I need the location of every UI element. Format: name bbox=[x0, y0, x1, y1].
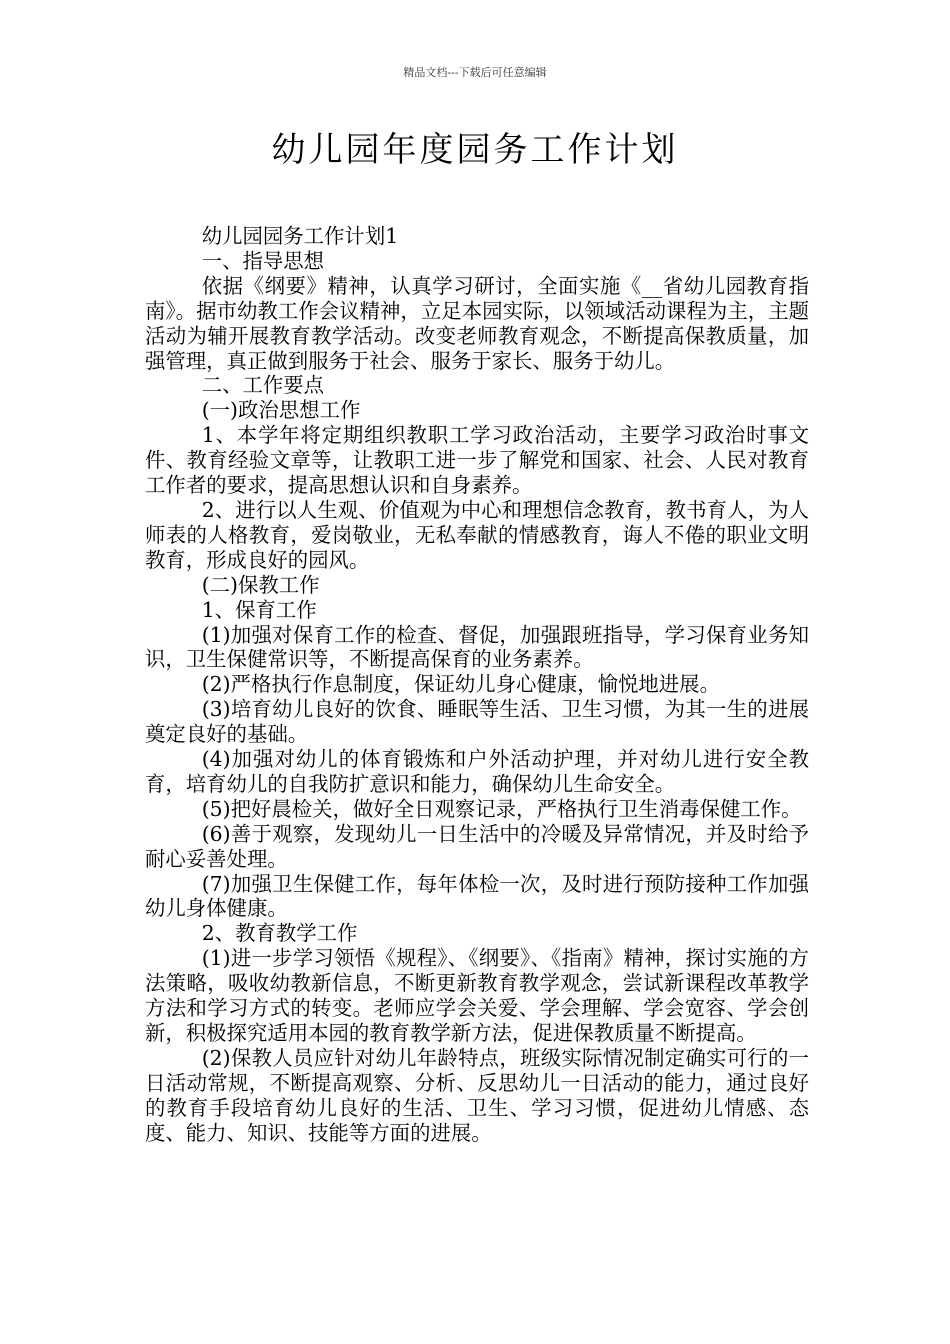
body-paragraph: (3)培育幼儿良好的饮食、睡眠等生活、卫生习惯，为其一生的进展奠定良好的基础。 bbox=[145, 697, 809, 747]
document-body bbox=[145, 224, 809, 1146]
body-paragraph: (5)把好晨检关，做好全日观察记录，严格执行卫生消毒保健工作。 bbox=[201, 796, 802, 821]
body-paragraph: 依据《纲要》精神，认真学习研讨，全面实施《__省幼儿园教育指南》。据市幼教工作会议精神，立足本园实际，以领域活动课程为主，主题活动为辅开展教育教学活动。改变老师教育观念，不断提高保教质量，加强管理，真正做到服务于社会、服务于家长、服务于幼儿。 bbox=[145, 273, 809, 373]
section-heading: 一、指导思想 bbox=[201, 248, 325, 273]
section-heading: (一)政治思想工作 bbox=[201, 398, 361, 423]
section-heading: 幼儿园园务工作计划1 bbox=[201, 224, 399, 248]
body-paragraph: 2、进行以人生观、价值观为中心和理想信念教育，教书育人，为人师表的人格教育，爱岗敬业，无私奉献的情感教育，诲人不倦的职业文明教育，形成良好的园风。 bbox=[145, 497, 809, 572]
body-paragraph: 1、本学年将定期组织教职工学习政治活动，主要学习政治时事文件、教育经验文章等，让教职工进一步了解党和国家、社会、人民对教育工作者的要求，提高思想认识和自身素养。 bbox=[145, 423, 809, 498]
body-paragraph: (4)加强对幼儿的体育锻炼和户外活动护理，并对幼儿进行安全教育，培育幼儿的自我防扩意识和能力，确保幼儿生命安全。 bbox=[145, 747, 809, 796]
section-heading: 1、保育工作 bbox=[201, 597, 317, 622]
section-heading: 二、工作要点 bbox=[201, 373, 325, 398]
section-heading: 2、教育教学工作 bbox=[201, 921, 358, 946]
body-paragraph: (1)加强对保育工作的检查、督促，加强跟班指导，学习保育业务知识，卫生保健常识等，不断提高保育的业务素养。 bbox=[145, 622, 809, 672]
section-heading: (二)保教工作 bbox=[201, 572, 320, 597]
body-paragraph: (2)保教人员应针对幼儿年龄特点，班级实际情况制定确实可行的一日活动常规，不断提高观察、分析、反思幼儿一日活动的能力，通过良好的教育手段培育幼儿良好的生活、卫生、学习习惯，促进幼儿情感、态度、能力、知识、技能等方面的进展。 bbox=[145, 1045, 809, 1145]
body-paragraph: (6)善于观察，发现幼儿一日生活中的冷暖及异常情况，并及时给予耐心妥善处理。 bbox=[145, 821, 809, 871]
body-paragraph: (1)进一步学习领悟《规程》、《纲要》、《指南》精神，探讨实施的方法策略，吸收幼教新信息，不断更新教育教学观念，尝试新课程改革教学方法和学习方式的转变。老师应学会关爱、学会理解、学会宽容、学会创新，积极探究适用本园的教育教学新方法，促进保教质量不断提高。 bbox=[145, 946, 809, 1045]
page-header-note: 精品文档---下载后可任意编辑 bbox=[403, 66, 547, 79]
body-paragraph: (2)严格执行作息制度，保证幼儿身心健康，愉悦地进展。 bbox=[201, 672, 720, 697]
body-paragraph: (7)加强卫生保健工作，每年体检一次，及时进行预防接种工作加强幼儿身体健康。 bbox=[145, 871, 809, 921]
document-title: 幼儿园年度园务工作计划 bbox=[271, 130, 679, 170]
